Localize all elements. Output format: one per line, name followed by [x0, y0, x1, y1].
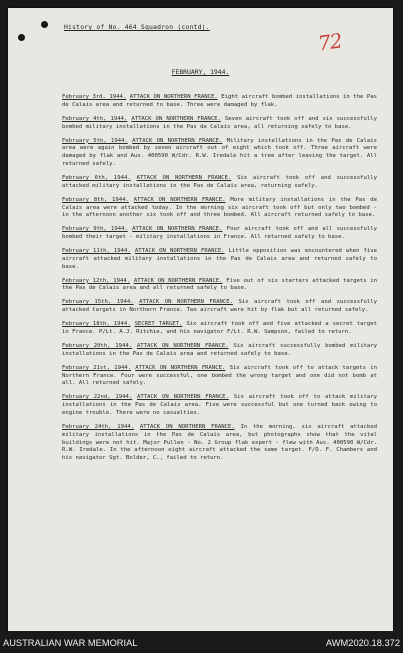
entry-operation: ATTACK ON NORTHERN FRANCE. [133, 196, 226, 203]
entry-text: Six aircraft took off to attack targets in Northern France. Four were successful, one bombed the wrong target and one did not bomb at all. All returned safely. [62, 364, 377, 387]
log-entry [62, 175, 377, 191]
archive-name: AUSTRALIAN WAR MEMORIAL [3, 638, 138, 648]
log-entry [62, 299, 377, 315]
entry-text: Six aircraft took off and successfully attacked military installations in the Pas de Calais area, returning safely. [62, 174, 377, 189]
entry-operation: ATTACK ON NORTHERN FRANCE. [129, 94, 218, 100]
log-entry [62, 424, 377, 463]
month-heading: FEBRUARY, 1944. [171, 68, 230, 76]
log-entry [62, 197, 377, 220]
entry-date: February 8th, 1944. [62, 196, 129, 203]
document-header: History of No. 464 Squadron (contd). [64, 23, 210, 31]
entry-text: Six aircraft took off to attack military installations in the Pas de Calais area. Five were successful but one turned back owing to engine trouble. There were no casualties. [62, 394, 378, 416]
log-entry [62, 278, 377, 294]
log-entry [62, 248, 377, 271]
entry-date: February 11th, 1944. [62, 248, 131, 255]
punch-hole [18, 34, 25, 41]
entry-text: Six aircraft successfully bombed military installations in the Pas de Calais area and returned safely to base. [62, 343, 378, 357]
log-entry [62, 394, 377, 417]
log-entry [62, 138, 377, 169]
log-entry [62, 94, 377, 110]
entry-operation: ATTACK ON NORTHERN FRANCE. [133, 277, 223, 284]
entry-date: February 12th, 1944. [62, 277, 131, 284]
entry-text: In the morning, six aircraft attacked military installations in the Pas de Calais area, but photographs show that the vital buildings were not hit. Major Pullen - No. 2 Group flak expert - flew with Aus. 400590 W/Cdr. R.W. Iredale. In the afternoon eight aircraft attacked the same target. F/O. F. Chambers and his navigator Sgt. Bolder, C., failed to return. [62, 423, 378, 462]
entry-text: Six aircraft took off and successfully attacked targets in Northern France. Two aircraft were hit by flak but all returned safely. [62, 299, 378, 314]
folio-number: 72 [316, 28, 344, 56]
entry-date: February 6th, 1944. [62, 174, 131, 181]
entry-text: Six aircraft took off and five attacked a secret target in France. P/Lt. A.J. Ritchie, and his navigator F/Lt. R.W. Sampson, failed to return. [62, 321, 378, 336]
entry-operation: ATTACK ON NORTHERN FRANCE. [135, 364, 226, 371]
entry-operation: ATTACK ON NORTHERN FRANCE. [131, 115, 221, 122]
entry-text: Four aircraft took off and all successfully bombed their target - military installations in France. All returned safely to base. [62, 226, 377, 241]
entry-operation: ATTACK ON NORTHERN FRANCE. [139, 423, 235, 430]
entry-date: February 18th, 1944. [62, 321, 131, 328]
archive-footer [0, 631, 403, 653]
entry-text: More military installations in the Pas de Calais area were attacked today. In the morning six aircraft took off but only two bombed - in the afternoon another six took off and three bombed. All aircraft returned safely to base. [62, 196, 378, 219]
entry-date: February 4th, 1944. [62, 115, 128, 122]
entry-date: February 5th, 1944. [62, 137, 128, 144]
entry-operation: ATTACK ON NORTHERN FRANCE. [139, 299, 233, 306]
entry-operation: ATTACK ON NORTHERN FRANCE. [136, 174, 232, 181]
entry-operation: ATTACK ON NORTHERN FRANCE. [136, 343, 229, 349]
entry-list [62, 94, 377, 469]
log-entry [62, 321, 377, 337]
entry-text: Five out of six starters attacked targets in the Pas de Calais area and all returned safely to base. [62, 277, 378, 292]
entry-date: February 15th, 1944. [62, 299, 134, 306]
log-entry [62, 343, 377, 359]
archive-reference: AWM2020.18.372 [325, 638, 400, 648]
entry-text: Little opposition was encountered when five aircraft attacked military installations in the Pas de Calais area and returned safely to base. [62, 248, 378, 270]
entry-date: February 21st, 1944. [62, 364, 132, 371]
entry-operation: ATTACK ON NORTHERN FRANCE. [132, 137, 223, 144]
entry-operation: ATTACK ON NORTHERN FRANCE. [132, 226, 223, 233]
log-entry [62, 365, 377, 388]
log-entry [62, 116, 377, 132]
entry-operation: ATTACK ON NORTHERN FRANCE. [137, 394, 229, 401]
entry-date: February 22nd, 1944. [62, 394, 133, 401]
log-entry [62, 226, 377, 242]
entry-text: Seven aircraft took off and six successfully bombed military installations in the Pas de Calais area, all returning safely to base. [62, 115, 377, 130]
entry-operation: SECRET TARGET. [134, 321, 183, 328]
entry-operation: ATTACK ON NORTHERN FRANCE. [134, 248, 225, 255]
entry-text: Military installations in the Pas de Calais area were again bombed by seven aircraft out of eight which took off. Three aircraft were damaged by flak and Aus. 400590 W/Cdr. R.W. Iredale hit a tree after leaving the target. All returned safely. [62, 137, 377, 167]
document-page [8, 8, 393, 631]
entry-date: February 24th, 1944. [62, 423, 135, 430]
entry-date: February 9th, 1944. [62, 226, 128, 233]
entry-date: February 3rd, 1944. [62, 94, 127, 100]
punch-hole [41, 21, 48, 28]
entry-date: February 20th, 1944. [62, 343, 133, 349]
entry-text: Eight aircraft bombed installations in the Pas de Calais area and returned to base. Three were damaged by flak. [62, 94, 377, 108]
